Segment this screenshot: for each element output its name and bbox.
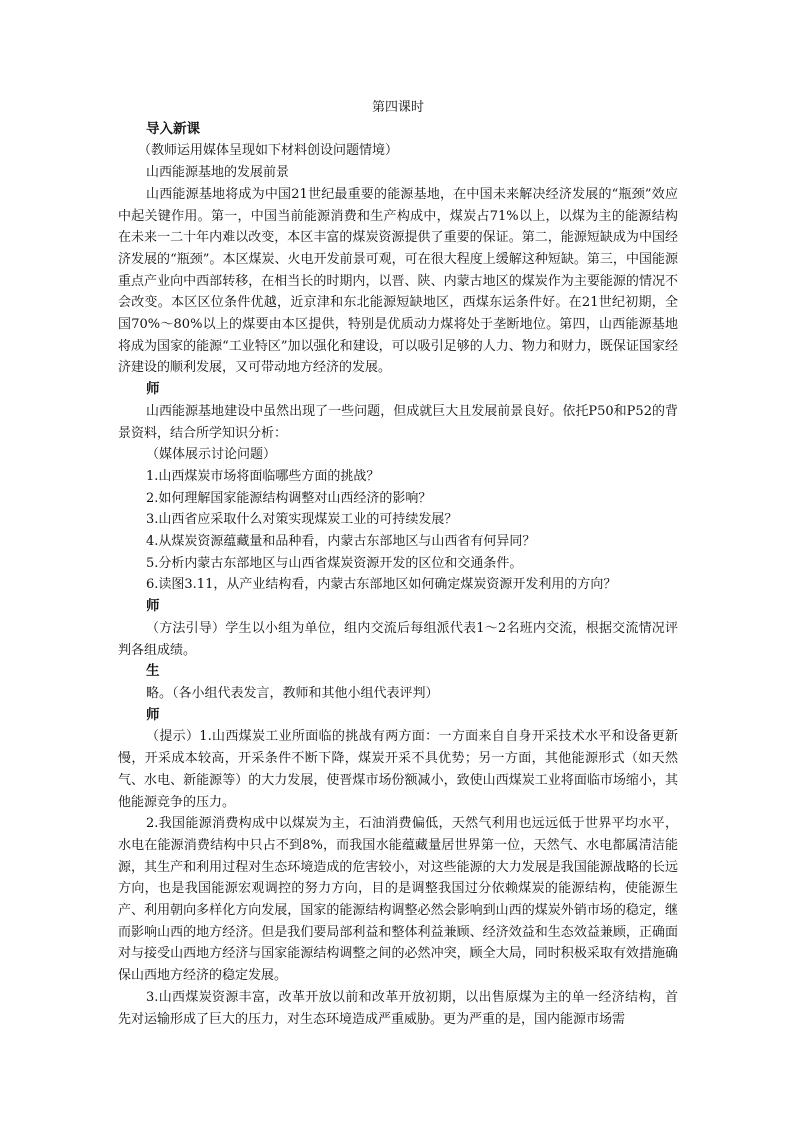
question-item: 5.分析内蒙古东部地区与山西省煤炭资源开发的区位和交通条件。: [146, 555, 523, 571]
media-note: （媒体展示讨论问题）: [146, 447, 277, 463]
question-item: 2.如何理解国家能源结构调整对山西经济的影响？: [146, 490, 432, 506]
answer-paragraph-2: 2.我国能源消费构成中以煤炭为主，石油消费偏低，天然气利用也远远低于世界平均水平，水电在能源消费结构中只占不到8%，而我国水能蕴藏量居世界第一位，天然气、水电都属清洁能源，其生产和利用过程对生态环境造成的危害较小，对这些能源的大力发展是我国能源战略的长远方向，也是我国能源宏观调控的努力方向，目的是调整我国过分依赖煤炭的能源结构，使能源生产、利用朝向多样化方向发展，国家的能源结构调整必然会影响到山西的煤炭外销市场的稳定，继而影响山西的地方经济。但是我们要局部利益和整体利益兼顾、经济效益和生态效益兼顾，正确面对与接受山西地方经济与国家能源结构调整之间的必然冲突，顾全大局，同时积极采取有效措施确保山西地方经济的稳定发展。: [118, 816, 678, 984]
material-body: 山西能源基地将成为中国21世纪最重要的能源基地，在中国未来解决经济发展的“瓶颈”效应中起关键作用。第一，中国当前能源消费和生产构成中，煤炭占71%以上，以煤为主的能源结构在未来一二十年内难以改变，本区丰富的煤炭资源提供了重要的保证。第二，能源短缺成为中国经济发展的“瓶颈”。本区煤炭、火电开发前景可观，可在很大程度上缓解这种短缺。第三，中国能源重点产业向中西部转移，在相当长的时期内，以晋、陕、内蒙古地区的煤炭作为主要能源的情况不会改变。本区区位条件优越，近京津和东北能源短缺地区，西煤东运条件好。在21世纪初期，全国70%～80%以上的煤要由本区提供，特别是优质动力煤将处于垄断地位。第四，山西能源基地将成为国家的能源“工业特区”加以强化和建设，可以吸引足够的人力、物力和财力，既保证国家经济建设的顺利发展，又可带动地方经济的发展。: [118, 186, 678, 376]
question-item: 4.从煤炭资源蕴藏量和品种看，内蒙古东部地区与山西省有何异同？: [146, 534, 536, 550]
material-title: 山西能源基地的发展前景: [146, 165, 290, 181]
question-item: 3.山西省应采取什么对策实现煤炭工业的可持续发展？: [146, 512, 458, 528]
question-item: 6.读图3.11，从产业结构看，内蒙古东部地区如何确定煤炭资源开发利用的方向？: [146, 577, 617, 593]
speaker-label-teacher: 师: [146, 381, 160, 398]
student-paragraph: 略。（各小组代表发言，教师和其他小组代表评判）: [146, 685, 439, 701]
document-content: [118, 97, 678, 1030]
answer-paragraph-3: 3.山西煤炭资源丰富，改革开放以前和改革开放初期，以出售原煤为主的单一经济结构，首先对运输形成了巨大的压力，对生态环境造成严重威胁。更为严重的是，国内能源市场需: [118, 989, 678, 1027]
question-item: 1.山西煤炭市场将面临哪些方面的挑战？: [146, 468, 380, 484]
method-paragraph: （方法引导）学生以小组为单位，组内交流后每组派代表1～2名班内交流，根据交流情况评判各组成绩。: [118, 620, 678, 658]
speaker-label-teacher: 师: [146, 598, 160, 615]
section-heading-intro: 导入新课: [146, 120, 200, 137]
lesson-title: 第四课时: [371, 100, 424, 115]
teacher-note: （教师运用媒体呈现如下材料创设问题情境）: [138, 143, 399, 159]
speaker-label-teacher: 师: [146, 706, 160, 723]
speaker-label-student: 生: [146, 663, 160, 680]
answer-paragraph-1: （提示）1.山西煤炭工业所面临的挑战有两方面：一方面来自自身开采技术水平和设备更新慢，开采成本较高，开采条件不断下降，煤炭开采不具优势；另一方面，其他能源形式（如天然气、水电、新能源等）的大力发展，使晋煤市场份额减小，致使山西煤炭工业将面临市场缩小，其他能源竞争的压力。: [118, 729, 678, 810]
teacher-paragraph: 山西能源基地建设中虽然出现了一些问题，但成就巨大且发展前景良好。依托P50和P52的背景资料，结合所学知识分析：: [118, 403, 678, 441]
